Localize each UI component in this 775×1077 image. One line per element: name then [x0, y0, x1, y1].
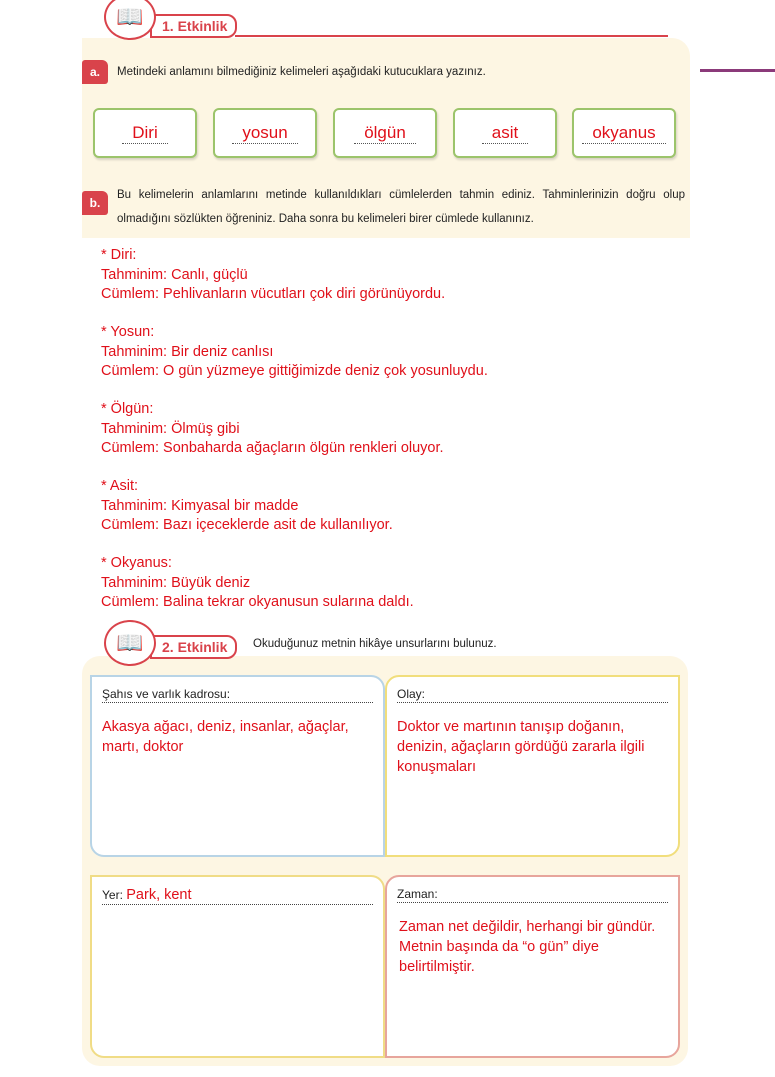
answer-sentence: Cümlem: Balina tekrar okyanusun sularına daldı. — [101, 594, 414, 610]
margin-line — [700, 69, 775, 72]
label-text: Yer: — [102, 888, 123, 902]
answer-sentence: Cümlem: Sonbaharda ağaçların ölgün renkleri oluyor. — [101, 440, 444, 456]
answer-sentence: Cümlem: Pehlivanların vücutları çok diri görünüyordu. — [101, 286, 446, 302]
word: asit — [482, 123, 528, 144]
instruction-b: Bu kelimelerin anlamlarını metinde kullanıldıkları cümlelerden tahmin ediniz. Tahminlerinizin doğru olup olmadığını sözlükten öğreniniz. Daha sonra bu kelimeleri birer cümlede kullanınız. — [117, 189, 685, 225]
answer-block — [101, 246, 445, 305]
answer-head: * Okyanus: — [101, 555, 172, 571]
word: yosun — [232, 123, 297, 144]
answer-head: * Ölgün: — [101, 401, 154, 417]
word-box[interactable] — [93, 108, 197, 158]
divider — [235, 35, 668, 37]
answer-guess: Tahminim: Büyük deniz — [101, 574, 251, 591]
cell-answer: Park, kent — [126, 887, 192, 903]
word: Diri — [122, 123, 168, 144]
answer-guess: Tahminim: Ölmüş gibi — [101, 420, 240, 437]
answer-head: * Asit: — [101, 478, 139, 494]
activity2-title: 2. Etkinlik — [150, 635, 237, 659]
cell-label: Zaman: — [397, 887, 668, 903]
answer-guess: Tahminim: Kimyasal bir madde — [101, 497, 299, 514]
tag-a: a. — [82, 60, 108, 84]
answer-block — [101, 477, 393, 536]
cell-time[interactable] — [385, 875, 680, 1058]
answer-head: * Diri: — [101, 247, 137, 263]
word: ölgün — [354, 123, 416, 144]
cell-label — [102, 887, 373, 905]
cell-label: Olay: — [397, 687, 668, 703]
cell-answer: Zaman net değildir, herhangi bir gündür. Metnin başında da “o gün” diye belirtilmiştir. — [399, 919, 656, 975]
cell-answer: Akasya ağacı, deniz, insanlar, ağaçlar, martı, doktor — [102, 719, 349, 755]
answer-guess: Tahminim: Canlı, güçlü — [101, 266, 248, 283]
answer-guess: Tahminim: Bir deniz canlısı — [101, 343, 274, 360]
cell-event[interactable] — [385, 675, 680, 857]
open-book-icon: 📖 — [104, 0, 156, 40]
answer-block — [101, 554, 414, 613]
cell-characters[interactable] — [90, 675, 385, 857]
word: okyanus — [582, 123, 665, 144]
activity1-title: 1. Etkinlik — [150, 14, 237, 38]
cell-place[interactable] — [90, 875, 385, 1058]
word-box[interactable] — [572, 108, 676, 158]
answer-sentence: Cümlem: O gün yüzmeye gittiğimizde deniz çok yosunluydu. — [101, 363, 488, 379]
cell-label: Şahıs ve varlık kadrosu: — [102, 687, 373, 703]
answer-head: * Yosun: — [101, 324, 155, 340]
answer-block — [101, 400, 444, 459]
answer-sentence: Cümlem: Bazı içeceklerde asit de kullanılıyor. — [101, 517, 393, 533]
word-box[interactable] — [333, 108, 437, 158]
answer-block — [101, 323, 488, 382]
activity2-instruction: Okuduğunuz metnin hikâye unsurlarını bulunuz. — [253, 638, 497, 650]
tag-b: b. — [82, 191, 108, 215]
instruction-a: Metindeki anlamını bilmediğiniz kelimeleri aşağıdaki kutucuklara yazınız. — [117, 66, 486, 78]
cell-answer: Doktor ve martının tanışıp doğanın, denizin, ağaçların gördüğü zararla ilgili konuşmaları — [397, 719, 645, 775]
word-box[interactable] — [213, 108, 317, 158]
word-box[interactable] — [453, 108, 557, 158]
open-book-icon: 📖 — [104, 620, 156, 666]
